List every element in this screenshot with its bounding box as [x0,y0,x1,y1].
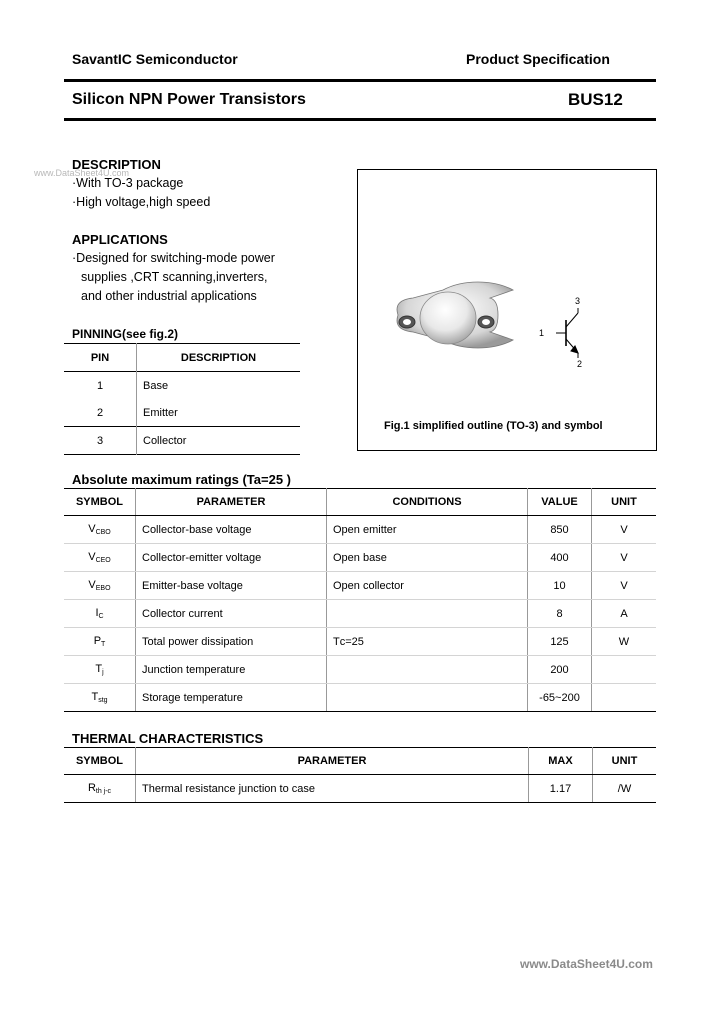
unit-cell: V [592,544,657,572]
table-row [64,628,656,656]
table-row [64,427,300,455]
description-column-header: DESCRIPTION [180,351,257,364]
value-cell: 125 [528,628,592,656]
symbol-pin-collector: 3 [575,296,581,306]
product-line: Silicon NPN Power Transistors [72,91,306,108]
parameter-cell: Emitter-base voltage [136,572,327,600]
conditions-cell [327,656,528,684]
value-cell: -65~200 [528,684,592,712]
pin-description: Base [143,379,169,392]
parameter-cell: Collector-emitter voltage [136,544,327,572]
description-item: ·High voltage,high speed [72,195,211,209]
value-cell: 200 [528,656,592,684]
description-item: ·With TO-3 package [72,176,184,190]
conditions-cell: Tᴄ=25 [327,628,528,656]
table-row [64,399,300,427]
parameter-column-header: PARAMETER [136,489,327,516]
conditions-cell: Open emitter [327,516,528,544]
conditions-cell: Open base [327,544,528,572]
table-row [64,372,300,400]
conditions-cell [327,684,528,712]
unit-cell: V [592,572,657,600]
pin-number: 2 [64,399,137,427]
symbol-cell: $V_{CBO}$ [64,516,136,544]
table-row [64,572,656,600]
parameter-cell: Thermal resistance junction to case [136,775,529,803]
table-row [64,656,656,684]
value-cell: 850 [528,516,592,544]
applications-line: ·Designed for switching-mode power [72,251,275,265]
value-cell: 8 [528,600,592,628]
figure-box [357,169,657,451]
conditions-cell: Open collector [327,572,528,600]
applications-heading: APPLICATIONS [72,232,168,247]
unit-cell: /W [593,775,657,803]
table-row [64,544,656,572]
table-row [64,516,656,544]
max-column-header: MAX [529,748,593,775]
to3-package-drawing [358,170,656,410]
parameter-cell: Junction temperature [136,656,327,684]
symbol-cell: $V_{EBO}$ [64,572,136,600]
pin-column-header: PIN [64,344,137,372]
symbol-pin-emitter: 2 [577,359,583,369]
doc-type: Product Specification [466,51,610,67]
pinning-heading: PINNING(see fig.2) [72,327,179,341]
parameter-cell: Collector-base voltage [136,516,327,544]
symbol-cell: $V_{CEO}$ [64,544,136,572]
pin-description: Emitter [143,406,178,419]
applications-line: and other industrial applications [81,289,257,303]
symbol-cell: $T_{stg}$ [64,684,136,712]
watermark-bottom: www.DataSheet4U.com [520,957,653,971]
value-column-header: VALUE [528,489,592,516]
symbol-cell: $R_{th j-c}$ [64,775,136,803]
symbol-pin-base: 1 [539,328,545,338]
pin-number: 1 [64,372,137,400]
parameter-cell: Collector current [136,600,327,628]
abs-max-table [64,488,656,712]
unit-cell [592,684,657,712]
table-row [64,684,656,712]
watermark-top: www.DataSheet4U.com [34,168,130,178]
company-name: SavantIC Semiconductor [72,51,238,67]
symbol-column-header: SYMBOL [64,748,136,775]
header-rule-top [64,79,656,82]
table-row [64,600,656,628]
parameter-cell: Total power dissipation [136,628,327,656]
unit-column-header: UNIT [593,748,657,775]
symbol-cell: $I_C$ [64,600,136,628]
conditions-cell [327,600,528,628]
figure-caption: Fig.1 simplified outline (TO-3) and symbol [384,420,603,432]
applications-line: supplies ,CRT scanning,inverters, [81,270,268,284]
symbol-cell: $P_T$ [64,628,136,656]
value-cell: 10 [528,572,592,600]
symbol-column-header: SYMBOL [64,489,136,516]
unit-cell: V [592,516,657,544]
parameter-cell: Storage temperature [136,684,327,712]
description-heading: DESCRIPTION [72,157,161,172]
npn-transistor-symbol [556,308,578,358]
conditions-column-header: CONDITIONS [327,489,528,516]
unit-cell: A [592,600,657,628]
unit-column-header: UNIT [592,489,657,516]
unit-cell [592,656,657,684]
pin-number: 3 [64,427,137,455]
value-cell: 400 [528,544,592,572]
thermal-table [64,747,656,803]
table-row [64,775,656,803]
unit-cell: W [592,628,657,656]
max-cell: 1.17 [529,775,593,803]
symbol-cell: $T_j$ [64,656,136,684]
pinning-table [64,343,300,455]
abs-max-heading: Absolute maximum ratings (Ta=25 ) [72,472,292,487]
parameter-column-header: PARAMETER [136,748,529,775]
thermal-heading: THERMAL CHARACTERISTICS [72,731,264,746]
header-rule-bottom [64,118,656,121]
part-number: BUS12 [568,90,623,109]
pin-description: Collector [143,434,187,447]
